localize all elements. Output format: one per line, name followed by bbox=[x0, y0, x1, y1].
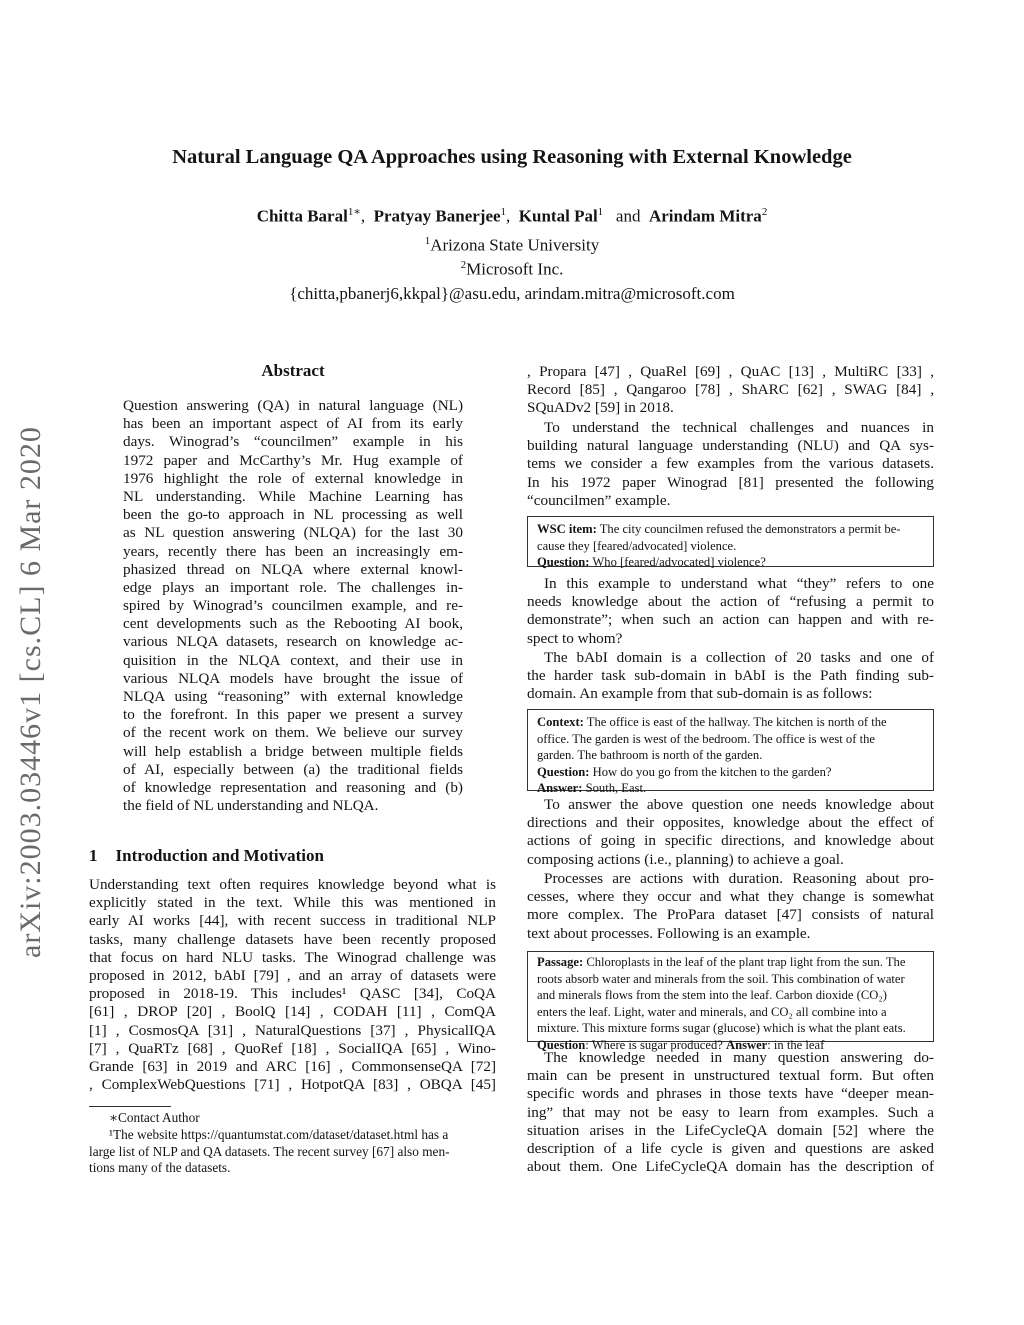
section-body bbox=[89, 876, 496, 1094]
author-and: and bbox=[615, 206, 641, 226]
author-sup: 2 bbox=[761, 206, 768, 218]
text-line: main can be present in unstructured textual form. But often bbox=[527, 1067, 934, 1085]
propara-example-box bbox=[527, 951, 934, 1052]
text-line: cesses, where they occur and what they change is somewhat bbox=[527, 888, 934, 906]
box-label: Question bbox=[537, 1037, 586, 1052]
text-line: of the recent work on them. We believe our survey bbox=[123, 724, 463, 742]
box-text: The city councilmen refused the demonstrators a permit be- bbox=[596, 522, 901, 536]
box-text: The office is east of the hallway. The kitchen is north of the bbox=[583, 715, 887, 729]
box-text: garden. The bathroom is north of the garden. bbox=[537, 748, 763, 762]
box-text: enters the leaf. Light, water and minerals, and CO₂ all combine into a bbox=[537, 1004, 887, 1019]
box-label: Question: bbox=[537, 555, 590, 569]
box-text: and minerals flows from the stem into the leaf. Carbon dioxide (CO₂) bbox=[537, 988, 887, 1002]
text-line: [61] , DROP [20] , BoolQ [14] , CODAH [11] , ComQA bbox=[89, 1003, 496, 1021]
box-text: : Where is sugar produced? bbox=[585, 1037, 726, 1052]
text-line: text about processes. Following is an example. bbox=[527, 924, 811, 942]
aff-sup: 2 bbox=[460, 259, 467, 271]
affiliation-1 bbox=[0, 235, 1024, 256]
footnote-line: ∗Contact Author bbox=[109, 1110, 200, 1125]
box-text: office. The garden is west of the bedroom. The office is west of the bbox=[537, 731, 875, 746]
text-line: NL understanding. While Machine Learning has bbox=[123, 487, 463, 505]
text-line: domain. An example from that sub-domain is as follows: bbox=[527, 685, 873, 703]
box-text: Chloroplasts in the leaf of the plant trap light from the sun. The bbox=[583, 955, 906, 969]
text-line: specific words and phrases in those texts have “deeper mean- bbox=[527, 1085, 934, 1103]
footnote-rule bbox=[89, 1106, 171, 1107]
box-label: WSC item: bbox=[537, 522, 597, 536]
box-text: mixture. This mixture forms sugar (glucose) which is what the plant eats. bbox=[537, 1021, 906, 1035]
box-text: : in the leaf bbox=[767, 1037, 825, 1052]
text-line: tems we consider a few examples from the various datasets. bbox=[527, 455, 934, 473]
footnote-line: tions many of the datasets. bbox=[89, 1160, 231, 1176]
abstract-body bbox=[123, 397, 463, 815]
text-line: situation arises in the LifeCycleQA domain [52] where the bbox=[527, 1121, 934, 1139]
text-line: [7] , QuaRTz [68] , QuoRef [18] , SocialIQA [65] , Wino- bbox=[89, 1039, 496, 1057]
babi-example-box bbox=[527, 709, 934, 795]
text-line: quisition in the NLQA context, and their use in bbox=[123, 651, 463, 669]
paper-title: Natural Language QA Approaches using Reasoning with External Knowledge bbox=[172, 146, 852, 168]
text-line: days. Winograd’s “councilmen” example in his bbox=[123, 433, 463, 451]
text-line: , Propara [47] , QuaRel [69] , QuAC [13] , MultiRC [33] , bbox=[527, 363, 934, 380]
text-line: as NL question answering (NLQA) for the last 30 bbox=[123, 524, 463, 542]
box-label: Question: bbox=[537, 764, 590, 779]
text-line: The knowledge needed in many question answering do- bbox=[544, 1049, 934, 1066]
author-sup: 1 bbox=[597, 206, 604, 218]
text-line: NLQA using “reasoning” with external knowledge bbox=[123, 688, 463, 705]
author-name: Pratyay Banerjee bbox=[373, 206, 501, 226]
box-label: Passage: bbox=[537, 955, 584, 969]
text-line: To understand the technical challenges and nuances in bbox=[544, 419, 934, 436]
arxiv-stamp: arXiv:2003.03446v1 [cs.CL] 6 Mar 2020 bbox=[14, 426, 47, 958]
paragraph bbox=[527, 419, 934, 510]
author-sup: 1∗ bbox=[347, 206, 361, 218]
text-line: been the go-to approach in NL processing as well bbox=[123, 506, 463, 524]
box-label: Answer: bbox=[537, 781, 583, 795]
text-line: Record [85] , Qangaroo [78] , ShARC [62] , SWAG [84] , bbox=[527, 381, 934, 399]
text-line: Processes are actions with duration. Reasoning about pro- bbox=[544, 870, 934, 887]
text-line: various NLQA models have brought the issue of bbox=[123, 669, 463, 687]
paragraph bbox=[527, 796, 934, 869]
text-line: of knowledge representation and reasoning and (b) bbox=[123, 778, 463, 796]
text-line: spect to whom? bbox=[527, 629, 623, 647]
author-name: Chitta Baral bbox=[256, 206, 348, 226]
text-line: In this example to understand what “they” refers to one bbox=[544, 575, 934, 592]
paragraph bbox=[527, 363, 934, 418]
text-line: needs knowledge about the action of “refusing a permit to bbox=[527, 593, 934, 611]
box-text: cause they [feared/advocated] violence. bbox=[537, 538, 737, 553]
text-line: tasks, many challenge datasets have been recently proposed bbox=[89, 930, 496, 948]
box-text: South, East. bbox=[582, 781, 647, 795]
text-line: To answer the above question one needs knowledge about bbox=[544, 796, 934, 813]
text-line: [1] , CosmosQA [31] , NaturalQuestions [37] , PhysicalIQA bbox=[89, 1021, 496, 1039]
text-line: demonstrate”; when such an action can happen and with re- bbox=[527, 611, 934, 629]
text-line: composing actions (i.e., planning) to achieve a goal. bbox=[527, 850, 844, 868]
text-line: the field of NL understanding and NLQA. bbox=[123, 797, 379, 815]
text-line: cent developments such as the Rebooting AI book, bbox=[123, 615, 463, 633]
box-label: Context: bbox=[537, 715, 584, 729]
section-title: Introduction and Motivation bbox=[115, 846, 324, 865]
author-line: Chitta Baral$^{1∗}$, Pratyay Banerjee$^1$, Kuntal Pal$^1$ and Arindam Mitra$^2$ bbox=[256, 206, 768, 226]
text-line: explicitly stated in the text. While this was mentioned in bbox=[89, 894, 496, 912]
abstract-heading: Abstract bbox=[261, 361, 325, 380]
footnote-line: large list of NLP and QA datasets. The recent survey [67] also men- bbox=[89, 1143, 450, 1159]
text-line: 1976 highlight the role of external knowledge in bbox=[123, 469, 463, 487]
section-heading bbox=[89, 846, 324, 866]
author-name: Kuntal Pal bbox=[518, 206, 598, 226]
wsc-example-box bbox=[527, 516, 934, 567]
paragraph bbox=[527, 575, 934, 648]
text-line: of AI, especially between (a) the traditional fields bbox=[123, 760, 463, 778]
text-line: proposed in 2018-19. This includes¹ QASC [34], CoQA bbox=[89, 985, 496, 1003]
box-label: Answer bbox=[726, 1037, 768, 1052]
aff-text: Arizona State University bbox=[430, 235, 600, 255]
section-number: 1 bbox=[89, 846, 98, 865]
box-text: Who [feared/advocated] violence? bbox=[589, 555, 766, 569]
aff-sup: 1 bbox=[424, 235, 431, 247]
text-line: more complex. The ProPara dataset [47] consists of natural bbox=[527, 906, 934, 924]
text-line: building natural language understanding (NLU) and QA sys- bbox=[527, 437, 934, 455]
text-line: has been an important aspect of AI from its early bbox=[123, 415, 463, 433]
paragraph bbox=[527, 1049, 934, 1176]
box-text: How do you go from the kitchen to the garden? bbox=[589, 764, 832, 779]
text-line: Grande [63] in 2019 and ARC [16] , CommonsenseQA [72] bbox=[89, 1057, 496, 1075]
text-line: The bAbI domain is a collection of 20 tasks and one of bbox=[544, 649, 934, 666]
author-name: Arindam Mitra bbox=[648, 206, 762, 226]
text-line: will help establish a bridge between multiple fields bbox=[123, 742, 463, 760]
text-line: to the forefront. In this paper we present a survey bbox=[123, 706, 463, 724]
author-sup: 1 bbox=[500, 206, 507, 218]
text-line: early AI works [44], with recent success in traditional NLP bbox=[89, 912, 496, 930]
text-line: description of a life cycle is given and questions are asked bbox=[527, 1139, 934, 1157]
text-line: , ComplexWebQuestions [71] , HotpotQA [83] , OBQA [45] bbox=[89, 1076, 496, 1094]
box-text: roots absorb water and minerals from the soil. This combination of water bbox=[537, 971, 905, 986]
aff-text: Microsoft Inc. bbox=[466, 259, 564, 279]
text-line: actions of going in specific directions, and knowledge about bbox=[527, 832, 934, 850]
footnotes bbox=[89, 1110, 496, 1177]
text-line: the harder task sub-domain in bAbI is the Path finding sub- bbox=[527, 667, 934, 685]
text-line: SQuADv2 [59] in 2018. bbox=[527, 399, 674, 417]
paragraph bbox=[527, 649, 934, 704]
author-emails: {chitta,pbanerj6,kkpal}@asu.edu, arindam.mitra@microsoft.com bbox=[289, 284, 735, 303]
paragraph bbox=[527, 870, 934, 943]
text-line: Understanding text often requires knowledge beyond what is bbox=[89, 876, 496, 893]
text-line: phasized thread on NLQA where external knowl- bbox=[123, 560, 463, 578]
text-line: about them. One LifeCycleQA domain has the description of bbox=[527, 1158, 934, 1176]
text-line: ing” that may not be easy to learn from examples. Such a bbox=[527, 1103, 934, 1121]
text-line: 1972 paper and McCarthy’s Mr. Hug example of bbox=[123, 451, 463, 469]
text-line: “councilmen” example. bbox=[527, 491, 671, 509]
text-line: edge plays an important role. The challenges in- bbox=[123, 578, 463, 596]
text-line: years, recently there has been an increasingly em- bbox=[123, 542, 463, 560]
footnote-line: ¹The website https://quantumstat.com/dataset/dataset.html has a bbox=[109, 1126, 449, 1142]
affiliation-2 bbox=[0, 259, 1024, 280]
text-line: proposed in 2012, bAbI [79] , and an array of datasets were bbox=[89, 966, 496, 984]
text-line: directions and their opposites, knowledge about the effect of bbox=[527, 814, 934, 832]
text-line: Question answering (QA) in natural language (NL) bbox=[123, 397, 463, 414]
text-line: various NLQA datasets, research on knowledge ac- bbox=[123, 633, 463, 651]
text-line: In his 1972 paper Winograd [81] presented the following bbox=[527, 473, 934, 491]
text-line: that focus on hard NLU tasks. The Winograd challenge was bbox=[89, 948, 496, 966]
text-line: spired by Winograd’s councilmen example, and re- bbox=[123, 597, 463, 615]
